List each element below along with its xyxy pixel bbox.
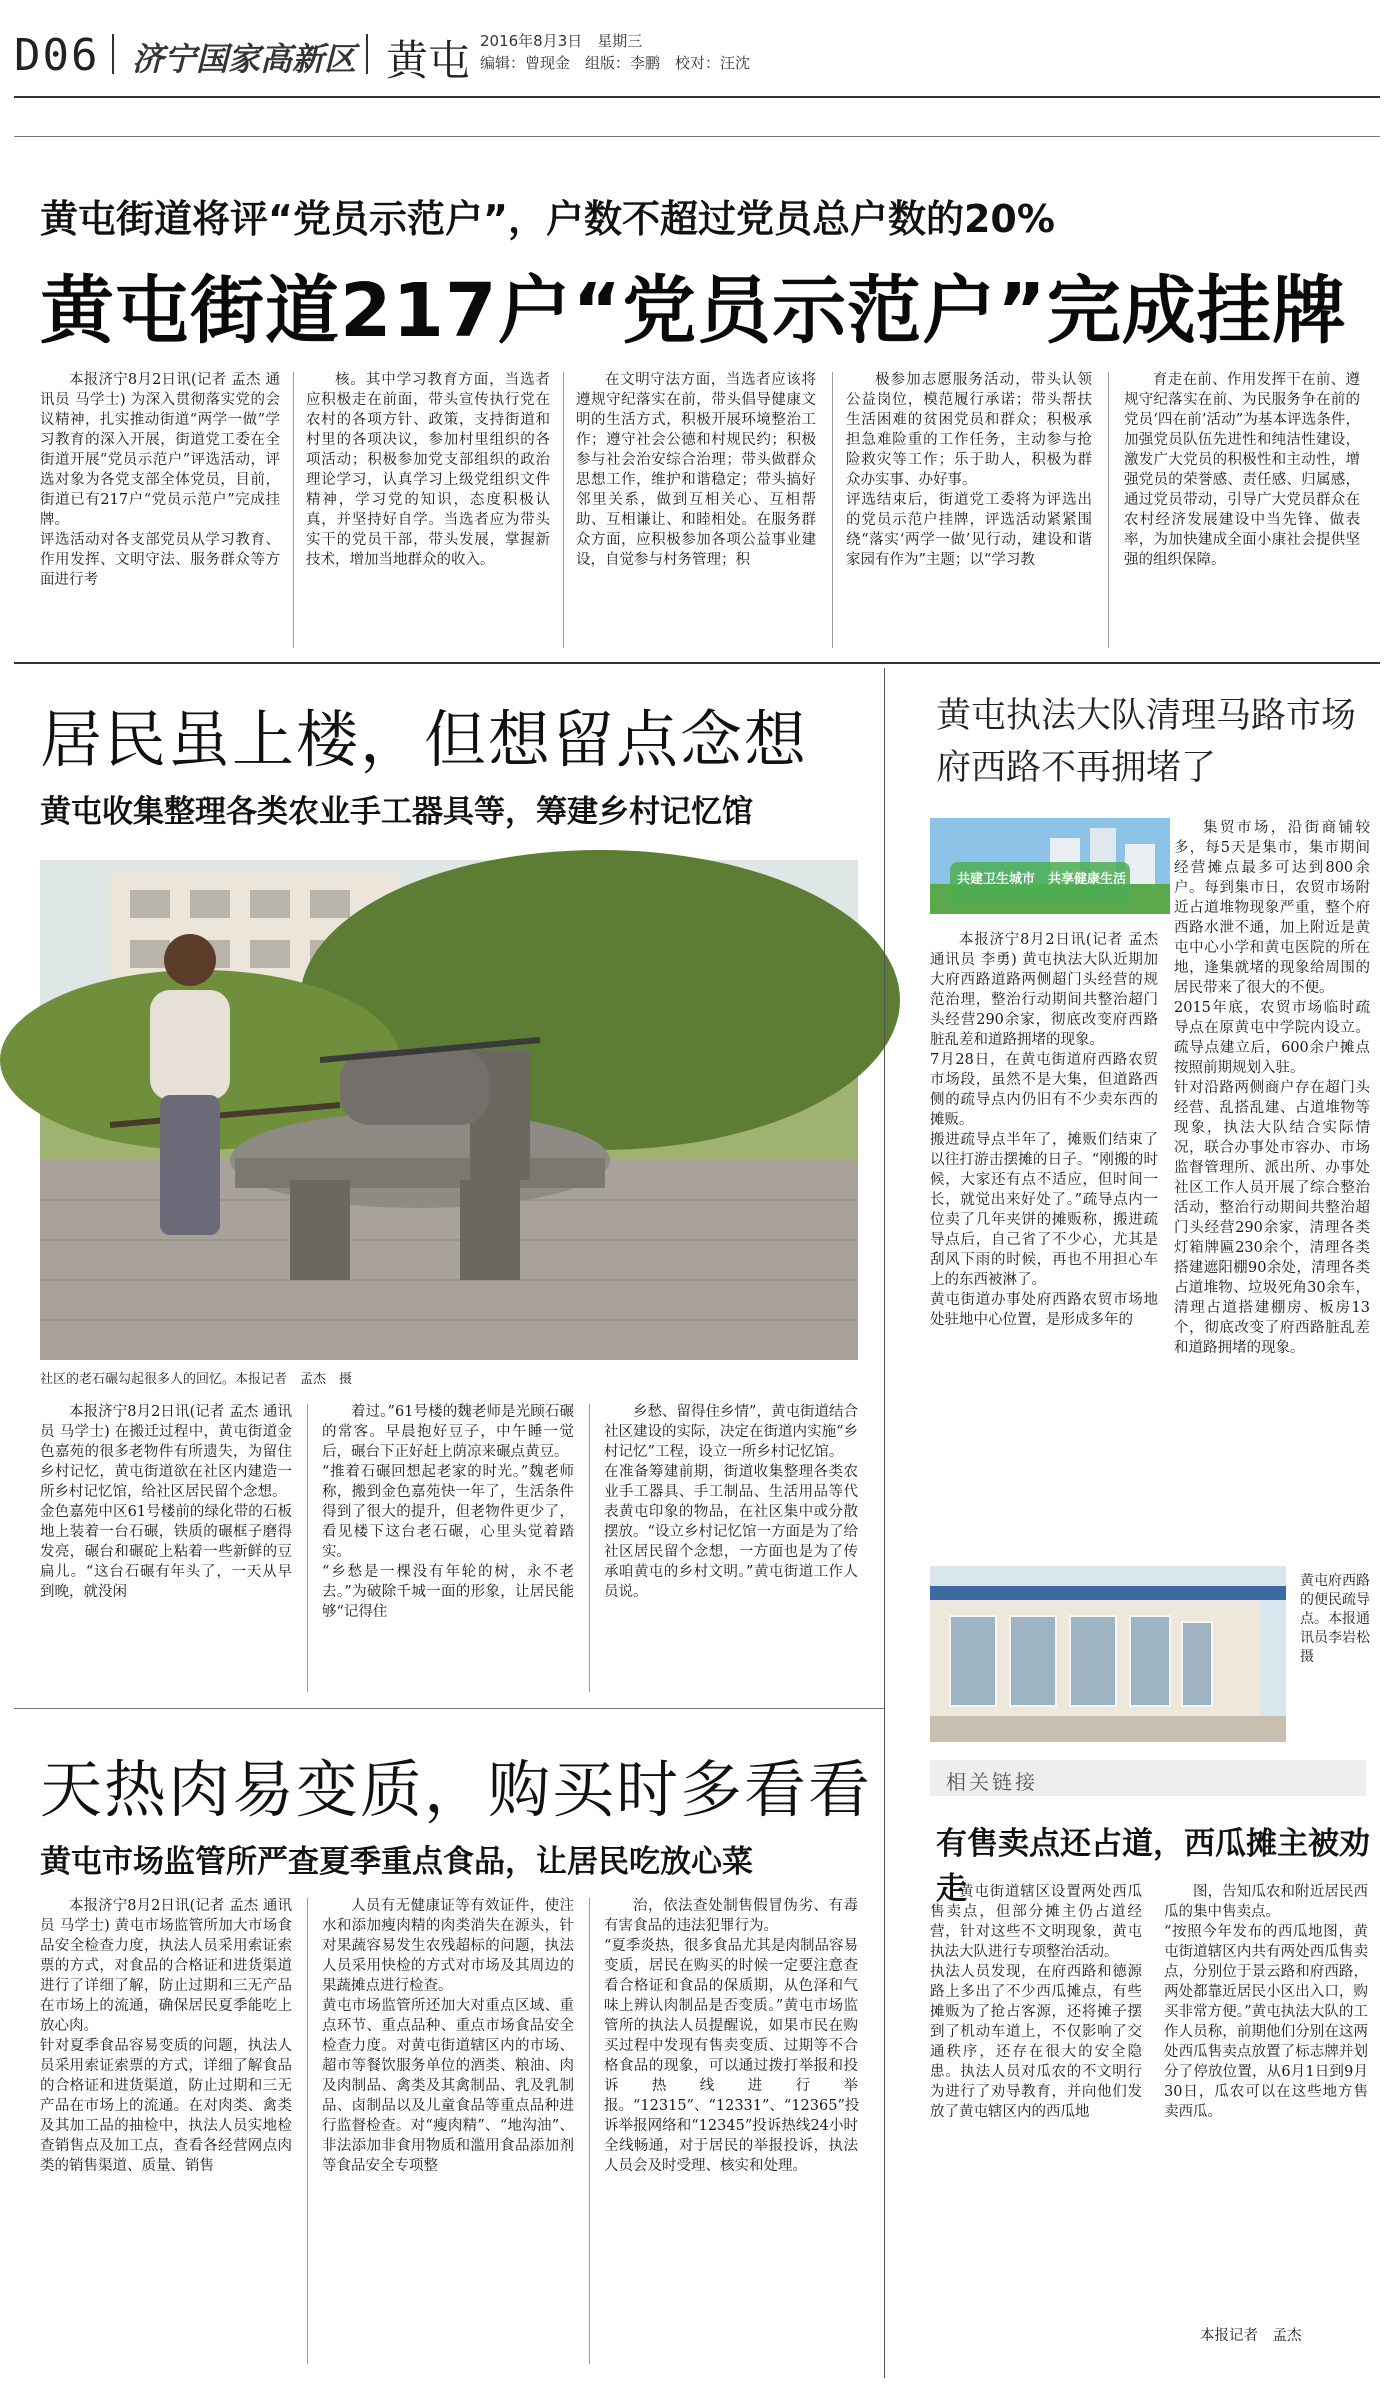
masthead-divider (112, 34, 114, 74)
story4-column: 本报济宁8月2日讯(记者 孟杰 通讯员 马学士) 黄屯市场监管所加大市场食品安全检查力度，执法人员采用索证索票的方式，对食品的合格证和进货渠道进行了详细了解，防止过期和三无产品在市场上的流通，确保居民夏季能吃上放心肉。 针对夏季食品容易变质的问题，执法人员采用索证索票的方式，详细了解食品的合格证和进货渠道，防止过期和三无产品在市场上的流通。在对肉类、禽类及其加工品的抽检中，执法人员实地检查销售点及加工点，查看各经营网点肉类的销售渠道、质量、销售 (40, 1898, 292, 2174)
right-column-divider (884, 668, 885, 2378)
millstone-photo-art (40, 860, 858, 1360)
column-rule (1108, 372, 1109, 648)
story3-column: 集贸市场，沿街商铺较多，每5天是集市，集市期间经营摊点最多可达到800余户。每到集市日，农贸市场附近占道堆物现象严重，整个府西路水泄不通，加上附近是黄屯中心小学和黄屯医院的所在地，逢集就堵的现象给周围的居民带来了很大的不便。 2015年底，农贸市场临时疏导点在原黄屯中学院内设立。疏导点建立后，600余户摊点按照前期规划入驻。 针对沿路两侧商户存在超门头经营、乱搭乱建、占道堆物等现象，执法大队结合实际情况，联合办事处市容办、市场监督管理所、派出所、办事处社区工作人员开展了综合整治活动，整治行动期间共整治超门头经营290余家，清理各类灯箱牌匾230余个，清理各类搭建遮阳棚90余处，清理各类占道堆物、垃圾死角30余车，清理占道搭建棚房、板房13个，彻底改变了府西路脏乱差和道路拥堵的现象。 (1174, 820, 1370, 1356)
market-photo-caption: 黄屯府西路的便民疏导点。本报通讯员李岩松摄 (1300, 1573, 1370, 1665)
related-byline: 本报记者 孟杰 (1200, 2328, 1302, 2344)
zone-logo: 济宁国家高新区 (132, 40, 357, 78)
issue-info (480, 30, 750, 74)
column-rule (832, 372, 833, 648)
millstone-photo (40, 860, 858, 1360)
column-rule (307, 1898, 308, 2364)
story2-column: 着过。”61号楼的魏老师是光顾石碾的常客。早晨抱好豆子，中午睡一觉后，碾台下正好赶上荫凉来碾点黄豆。 “推着石碾回想起老家的时光。”魏老师称，搬到金色嘉苑快一年了，生活条件得到了很大的提升，但老物件更少了，看见楼下这台老石碾，心里头觉着踏实。 “乡愁是一棵没有年轮的树，永不老去。”为破除千城一面的形象，让居民能够“记得住 (322, 1404, 574, 1620)
market-photo (930, 1566, 1286, 1742)
campaign-banner-art (930, 818, 1170, 914)
issue-date: 2016年8月3日 星期三 (480, 32, 643, 50)
story1-column: 本报济宁8月2日讯(记者 孟杰 通讯员 马学士) 为深入贯彻落实党的会议精神，扎实推动街道“两学一做”学习教育的深入开展，街道党工委在全街道开展“党员示范户”评选活动，评选对象为各党支部全体党员，目前，街道已有217户“党员示范户”完成挂牌。 评选活动对各支部党员从学习教育、作用发挥、文明守法、服务群众等方面进行考 (40, 372, 280, 588)
section-rule (14, 662, 1380, 664)
story1-column: 极参加志愿服务活动，带头认领公益岗位，模范履行承诺；带头帮扶生活困难的贫困党员和群众；积极承担急难险重的工作任务，主动参与抢险救灾等工作；乐于助人，积极为群众办实事、办好事。 评选结束后，街道党工委将为评选出的党员示范户挂牌，评选活动紧紧围绕“落实‘两学一做’见行动，建设和谐家园有作为”主题；以“学习教 (846, 372, 1092, 568)
story3-headline-line1: 黄屯执法大队清理马路市场 (936, 696, 1357, 736)
story4-headline: 天热肉易变质，购买时多看看 (40, 1753, 873, 1826)
column-rule (293, 372, 294, 648)
market-photo-art (930, 1566, 1286, 1742)
story3-headline (936, 690, 1356, 794)
story3-column: 本报济宁8月2日讯(记者 孟杰 通讯员 李勇) 黄屯执法大队近期加大府西路道路两侧超门头经营的规范治理，整治行动期间共整治超门头经营290余家，彻底改变府西路脏乱差和道路拥堵的现象。 7月28日，在黄屯街道府西路农贸市场段，虽然不是大集，但道路西侧的疏导点内仍旧有不少卖东西的摊贩。 搬进疏导点半年了，摊贩们结束了以往打游击摆摊的日子。“刚搬的时候，大家还有点不适应，但时间一长，就觉出来好处了。”疏导点内一位卖了几年夹饼的摊贩称，搬进疏导点后，自己省了不少心，尤其是刮风下雨的时候，再也不用担心车上的东西被淋了。 黄屯街道办事处府西路农贸市场地处驻地中心位置，是形成多年的 (930, 932, 1158, 1328)
story2-subhead: 黄屯收集整理各类农业手工器具等，筹建乡村记忆馆 (40, 794, 753, 830)
story2-headline: 居民虽上楼，但想留点念想 (40, 703, 809, 776)
story4-column: 人员有无健康证等有效证件，使注水和添加瘦肉精的肉类消失在源头，针对果蔬容易发生农残超标的问题，执法人员采用快检的方式对市场及其周边的果蔬摊点进行检查。 黄屯市场监管所还加大对重点区域、重点环节、重点品种、重点市场食品安全检查力度。对黄屯街道辖区内的市场、超市等餐饮服务单位的酒类、粮油、肉及肉制品、禽类及其禽制品、乳及乳制品、卤制品以及儿童食品等重点品种进行监督检查。对“瘦肉精”、“地沟油”、非法添加非食用物质和滥用食品添加剂等食品安全专项整 (322, 1898, 574, 2174)
story3-headline-line2: 府西路不再拥堵了 (936, 748, 1217, 788)
related-column: 黄屯街道辖区设置两处西瓜售卖点，但部分摊主仍占道经营，针对这些不文明现象，黄屯执法大队进行专项整治活动。 执法人员发现，在府西路和德源路上多出了不少西瓜摊点，有些摊贩为了抢占客源，还将摊子摆到了机动车道上，不仅影响了交通秩序，还存在很大的安全隐患。执法人员对瓜农的不文明行为进行了劝导教育，并向他们发放了黄屯辖区内的西瓜地 (930, 1884, 1142, 2120)
story1-headline: 黄屯街道217户“党员示范户”完成挂牌 (40, 268, 1347, 354)
page-number: D06 (14, 30, 100, 81)
story1-column: 核。其中学习教育方面，当选者应积极走在前面，带头宣传执行党在农村的各项方针、政策，支持街道和村里的各项决议，参加村里组织的各项活动；积极参加党支部组织的政治理论学习，认真学习上级党组织文件精神，学习党的知识，态度积极认真，并坚持好自学。当选者应为带头实干的党员干部，带头发展，掌握新技术，增加当地群众的收入。 (306, 372, 550, 568)
story2-column: 本报济宁8月2日讯(记者 孟杰 通讯员 马学士) 在搬迁过程中，黄屯街道金色嘉苑的很多老物件有所遗失，为留住乡村记忆，黄屯街道欲在社区内建造一所乡村记忆馆，给社区居民留个念想。 金色嘉苑中区61号楼前的绿化带的石板地上装着一台石碾，铁质的碾框子磨得发亮，碾台和碾砣上粘着一些新鲜的豆扁儿。“这台石碾有年头了，一天从早到晚，就没闲 (40, 1404, 292, 1600)
story4-subhead: 黄屯市场监管所严查夏季重点食品，让居民吃放心菜 (40, 1844, 753, 1880)
story1-column: 在文明守法方面，当选者应该将遵规守纪落实在前，带头倡导健康文明的生活方式，积极开展环境整治工作；遵守社会公德和村规民约；积极参与社会治安综合治理；带头做群众思想工作，维护和谐稳定；带头搞好邻里关系，做到互相关心、互相帮助、互相谦让、和睦相处。在服务群众方面，应积极参加各项公益事业建设，自觉参与村务管理；积 (576, 372, 816, 568)
column-rule (307, 1404, 308, 1692)
campaign-banner-photo (930, 818, 1170, 914)
section-rule (14, 1708, 884, 1709)
related-tag: 相关链接 (946, 1770, 1038, 1794)
story1-column: 育走在前、作用发挥干在前、遵规守纪落实在前、为民服务争在前的党员‘四在前’活动”为基本评选条件，加强党员队伍先进性和纯洁性建设，激发广大党员的积极性和主动性，增强党员的荣誉感、责任感、归属感，通过党员带动，引导广大党员群众在农村经济发展建设中当先锋、做表率，为加快建成全面小康社会提供坚强的组织保障。 (1124, 372, 1360, 568)
column-rule (589, 1404, 590, 1692)
column-rule (563, 372, 564, 648)
related-column: 图，告知瓜农和附近居民西瓜的集中售卖点。 “按照今年发布的西瓜地图，黄屯街道辖区内共有两处西瓜售卖点，分别位于景云路和府西路，两处都靠近居民小区出入口，购买非常方便。”黄屯执法大队的工作人员称，前期他们分别在这两处西瓜售卖点放置了标志牌并划分了停放位置，从6月1日到9月30日，瓜农可以在这些地方售卖西瓜。 (1164, 1884, 1368, 2120)
masthead-divider (366, 34, 368, 74)
story1-kicker: 黄屯街道将评“党员示范户”，户数不超过党员总户数的20% (40, 197, 1055, 241)
column-rule (589, 1898, 590, 2364)
top-rule (14, 136, 1380, 137)
story4-column: 治，依法查处制售假冒伪劣、有毒有害食品的违法犯罪行为。 “夏季炎热，很多食品尤其是肉制品容易变质，居民在购买的时候一定要注意查看合格证和食品的保质期，从色泽和气味上辨认肉制品是否变质。”黄屯市场监管所的执法人员提醒说，如果市民在购买过程中发现有售卖变质、过期等不合格食品的现象，可以通过拨打举报和投诉热线进行举报。“12315”、“12331”、“12365”投诉举报网络和“12345”投诉热线24小时全线畅通，对于居民的举报投诉，执法人员会及时受理、核实和处理。 (604, 1898, 860, 2174)
masthead-rule (14, 96, 1380, 98)
section-name: 黄屯 (386, 36, 471, 85)
related-headline: 有售卖点还占道，西瓜摊主被劝走 (936, 1826, 1370, 1907)
story2-column: 乡愁、留得住乡情”，黄屯街道结合社区建设的实际，决定在街道内实施“乡村记忆”工程，设立一所乡村记忆馆。 在准备筹建前期，街道收集整理各类农业手工器具、手工制品、生活用品等代表黄屯印象的物品，在社区集中或分散摆放。“设立乡村记忆馆一方面是为了给社区居民留个念想，一方面也是为了传承咱黄屯的乡村文明。”黄屯街道工作人员说。 (604, 1404, 858, 1600)
story2-photo-caption: 社区的老石碾勾起很多人的回忆。本报记者 孟杰 摄 (40, 1372, 353, 1387)
issue-staff: 编辑：曾现金 组版：李鹏 校对：汪沈 (480, 54, 751, 72)
campaign-banner-text: 共建卫生城市 共享健康生活 (956, 872, 1126, 887)
